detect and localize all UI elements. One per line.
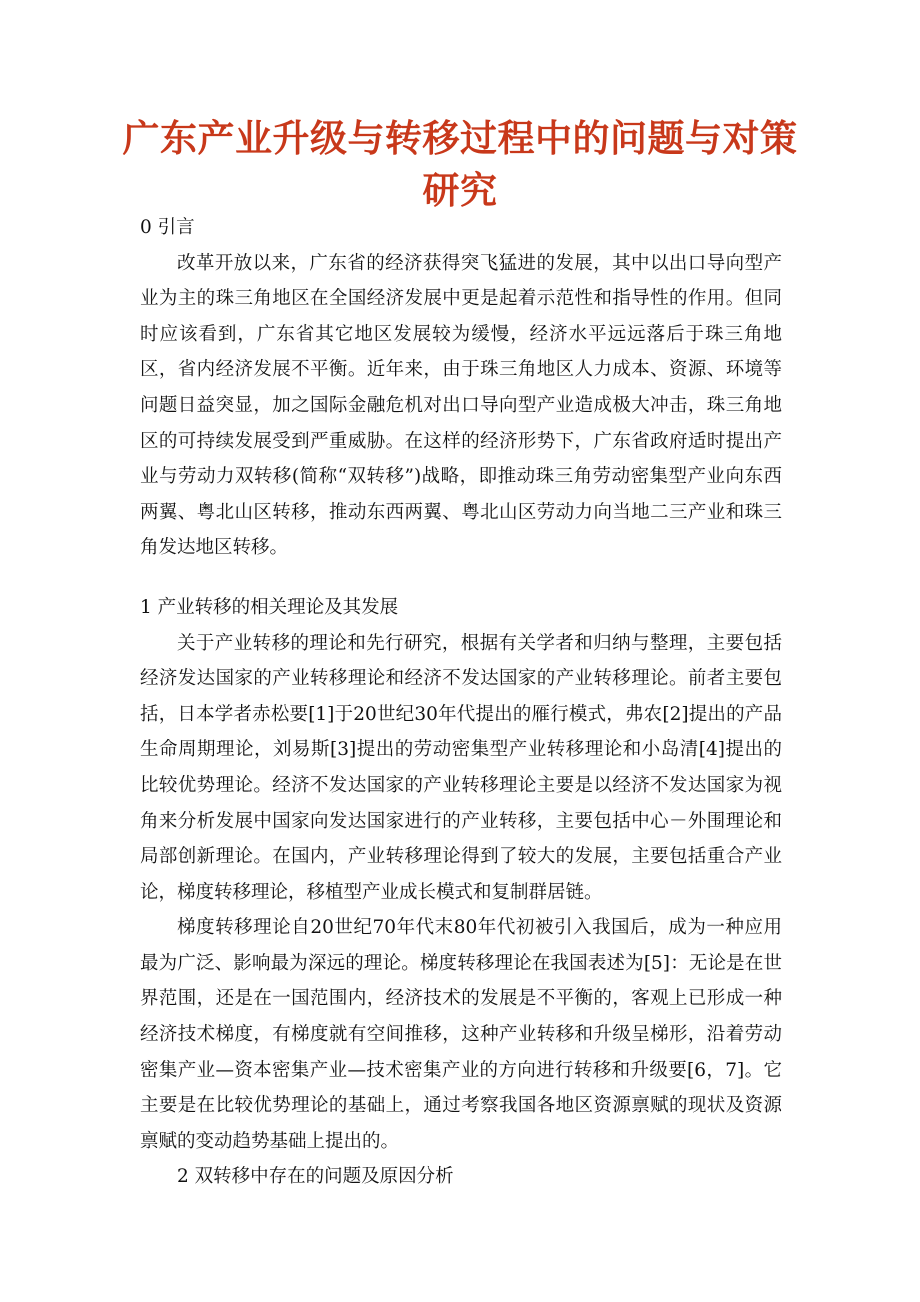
intro-paragraph: 改革开放以来，广东省的经济获得突飞猛进的发展，其中以出口导向型产业为主的珠三角地区在全国经济发展中更是起着示范性和指导性的作用。但同时应该看到，广东省其它地区发展较为缓慢，经济水平远远落后于珠三角地区，省内经济发展不平衡。近年来，由于珠三角地区人力成本、资源、环境等问题日益突显，加之国际金融危机对出口导向型产业造成极大冲击，珠三角地区的可持续发展受到严重威胁。在这样的经济形势下，广东省政府适时提出产业与劳动力双转移(简称“双转移”)战略，即推动珠三角劳动密集型产业向东西两翼、粤北山区转移，推动东西两翼、粤北山区劳动力向当地二三产业和珠三角发达地区转移。 [140, 252, 782, 559]
section-2-heading: 2 双转移中存在的问题及原因分析 [177, 1166, 454, 1188]
section-spacer [140, 566, 782, 590]
intro-heading: 0 引言 [140, 217, 195, 238]
section-1-paragraph-1: 关于产业转移的理论和先行研究，根据有关学者和归纳与整理，主要包括经济发达国家的产业转移理论和经济不发达国家的产业转移理论。前者主要包括，日本学者赤松要[1]于20世纪30年代提出的雁行模式，弗农[2]提出的产品生命周期理论，刘易斯[3]提出的劳动密集型产业转移理论和小岛清[4]提出的比较优势理论。经济不发达国家的产业转移理论主要是以经济不发达国家为视角来分析发展中国家向发达国家进行的产业转移，主要包括中心－外围理论和局部创新理论。在国内，产业转移理论得到了较大的发展，主要包括重合产业论，梯度转移理论，移植型产业成长模式和复制群居链。 [140, 632, 782, 903]
document-body [140, 210, 782, 1195]
document-title: 广东产业升级与转移过程中的问题与对策研究 [122, 116, 798, 212]
section-1-heading: 1 产业转移的相关理论及其发展 [140, 596, 399, 618]
section-1-paragraph-2: 梯度转移理论自20世纪70年代末80年代初被引入我国后，成为一种应用最为广泛、影响最为深远的理论。梯度转移理论在我国表述为[5]：无论是在世界范围，还是在一国范围内，经济技术的发展是不平衡的，客观上已形成一种经济技术梯度，有梯度就有空间推移，这种产业转移和升级呈梯形，沿着劳动密集产业—资本密集产业—技术密集产业的方向进行转移和升级要[6，7]。它主要是在比较优势理论的基础上，通过考察我国各地区资源禀赋的现状及资源禀赋的变动趋势基础上提出的。 [140, 917, 782, 1152]
